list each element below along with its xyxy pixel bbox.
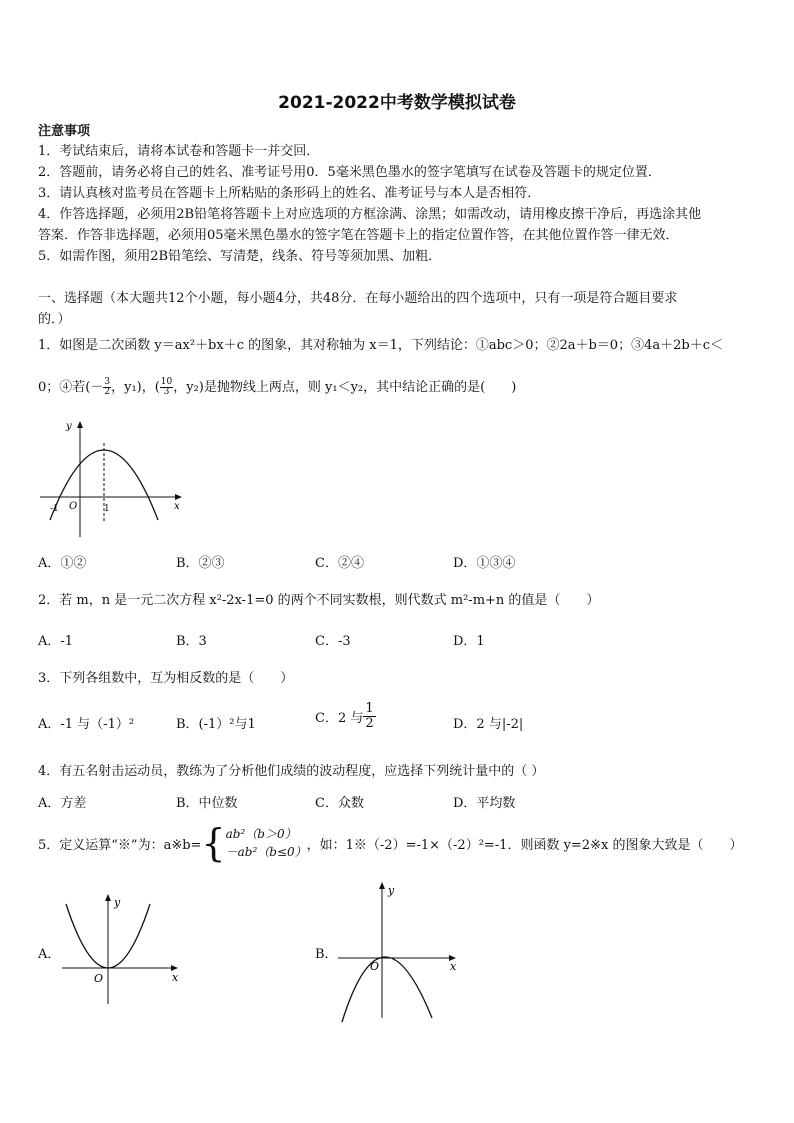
- frac-num: 1: [365, 701, 374, 716]
- q1-option-a[interactable]: A．①②: [38, 556, 87, 571]
- notice-item: 5．如需作图，须用2B铅笔绘、写清楚，线条、符号等须加黑、加粗．: [38, 249, 442, 264]
- q1-option-d[interactable]: D．①③④: [453, 556, 516, 571]
- frac-den: 2: [104, 387, 111, 397]
- q3-option-a[interactable]: A．-1 与（-1）²: [38, 717, 135, 732]
- x-label: x: [172, 971, 179, 984]
- y-label: y: [66, 421, 72, 432]
- q1-option-c[interactable]: C．②④: [315, 556, 364, 571]
- q1-minus: －: [90, 380, 104, 395]
- origin-label: O: [370, 960, 380, 973]
- y-label: y: [114, 896, 121, 909]
- q4-option-d[interactable]: D．平均数: [453, 796, 516, 811]
- q3-option-c-label: C．2 与: [315, 711, 364, 726]
- q5-stem: [38, 820, 742, 866]
- y-axis-arrow: [105, 894, 111, 901]
- q5-case-positive: ab²（b＞0）: [225, 827, 297, 841]
- x-label: x: [174, 501, 180, 512]
- q5-option-b[interactable]: B．: [315, 947, 338, 962]
- q1-frac-10-3: [160, 378, 173, 397]
- q5-prefix: 5．定义运算“※”为：a※b=: [38, 837, 202, 853]
- y-label: y: [388, 884, 395, 897]
- q4-stem: 4．有五名射击运动员，教练为了分析他们成绩的波动程度，应选择下列统计量中的（ ）: [38, 764, 545, 779]
- origin-label: O: [69, 501, 78, 512]
- q4-option-b[interactable]: B．中位数: [176, 796, 238, 811]
- x-label: x: [450, 960, 457, 973]
- x-axis-arrow: [175, 494, 182, 500]
- notice-item: 答案．作答非选择题，必须用05毫米黑色墨水的签字笔在答题卡上的指定位置作答，在其他位置作答一律无效．: [38, 228, 679, 243]
- section-heading: 一、选择题（本大题共12个小题，每小题4分，共48分．在每小题给出的四个选项中，只有一项是符合题目要求: [38, 291, 678, 306]
- q3-stem: 3．下列各组数中，互为相反数的是（ ）: [38, 671, 294, 686]
- q2-stem: 2．若 m，n 是一元二次方程 x²-2x-1=0 的两个不同实数根，则代数式 m²-m+n 的值是（ ）: [38, 593, 600, 608]
- notice-item: 2．答题前，请务必将自己的姓名、准考证号用0．5毫米黑色墨水的签字笔填写在试卷及答题卡的规定位置．: [38, 165, 661, 180]
- q4-option-a[interactable]: A．方差: [38, 796, 87, 811]
- q3-option-b[interactable]: B．(-1）²与1: [176, 717, 256, 732]
- frac-num: 3: [104, 377, 111, 387]
- y-axis-arrow: [379, 882, 385, 889]
- q5-case-nonpositive: －ab²（b≤0）: [225, 845, 307, 859]
- q1-frac-3-2: [103, 378, 111, 397]
- q1-stem-cont: [38, 376, 516, 397]
- one-label: 1: [104, 504, 110, 514]
- q5-option-a[interactable]: A．: [38, 947, 61, 962]
- section-heading-cont: 的．）: [38, 312, 71, 327]
- downward-parabola: [342, 957, 432, 1022]
- y-axis-arrow: [77, 421, 83, 428]
- q4-option-c[interactable]: C．众数: [315, 796, 364, 811]
- q2-option-b[interactable]: B．3: [176, 634, 207, 649]
- neg-one-label: -1: [50, 504, 59, 514]
- q5-graph-a: [58, 888, 188, 1008]
- notice-heading: 注意事项: [38, 124, 91, 139]
- page-title: 2021-2022中考数学模拟试卷: [278, 93, 516, 113]
- q5-graph-b: [334, 876, 464, 1026]
- left-brace: {: [201, 821, 226, 865]
- q2-option-c[interactable]: C．-3: [315, 634, 351, 649]
- notice-item: 1．考试结束后，请将本试卷和答题卡一并交回．: [38, 144, 320, 159]
- q1-text-a: 0；④若(: [38, 380, 91, 395]
- q1-stem: 1．如图是二次函数 y＝ax²＋bx＋c 的图象，其对称轴为 x＝1，下列结论：①abc＞0；②2a＋b＝0；③4a＋2b＋c＜: [38, 338, 723, 353]
- q5-piecewise-cases: [226, 825, 307, 861]
- q1-text-b: ，y₁)，(: [111, 380, 160, 395]
- q2-option-a[interactable]: A．-1: [38, 634, 74, 649]
- frac-den: 2: [365, 716, 374, 731]
- q1-text-c: ，y₂)是抛物线上两点，则 y₁＜y₂，其中结论正确的是( ): [173, 380, 517, 395]
- q3-option-c[interactable]: [315, 702, 376, 731]
- frac-den: 3: [163, 387, 170, 397]
- q5-suffix: ，如：1※（-2）=-1×（-2）²=-1．则函数 y=2※x 的图象大致是（ ）: [306, 837, 743, 853]
- notice-item: 4．作答选择题，必须用2B铅笔将答题卡上对应选项的方框涂满、涂黑；如需改动，请用橡皮擦干净后，再选涂其他: [38, 207, 702, 222]
- q2-option-d[interactable]: D．1: [453, 634, 485, 649]
- origin-label: O: [94, 972, 104, 985]
- q1-option-b[interactable]: B．②③: [176, 556, 225, 571]
- q3-frac-1-2: [363, 702, 375, 731]
- q3-option-d[interactable]: D．2 与|-2|: [453, 717, 524, 732]
- notice-item: 3．请认真核对监考员在答题卡上所粘贴的条形码上的姓名、准考证号与本人是否相符．: [38, 186, 541, 201]
- frac-num: 10: [160, 377, 173, 387]
- q1-parabola-graph: [36, 415, 186, 540]
